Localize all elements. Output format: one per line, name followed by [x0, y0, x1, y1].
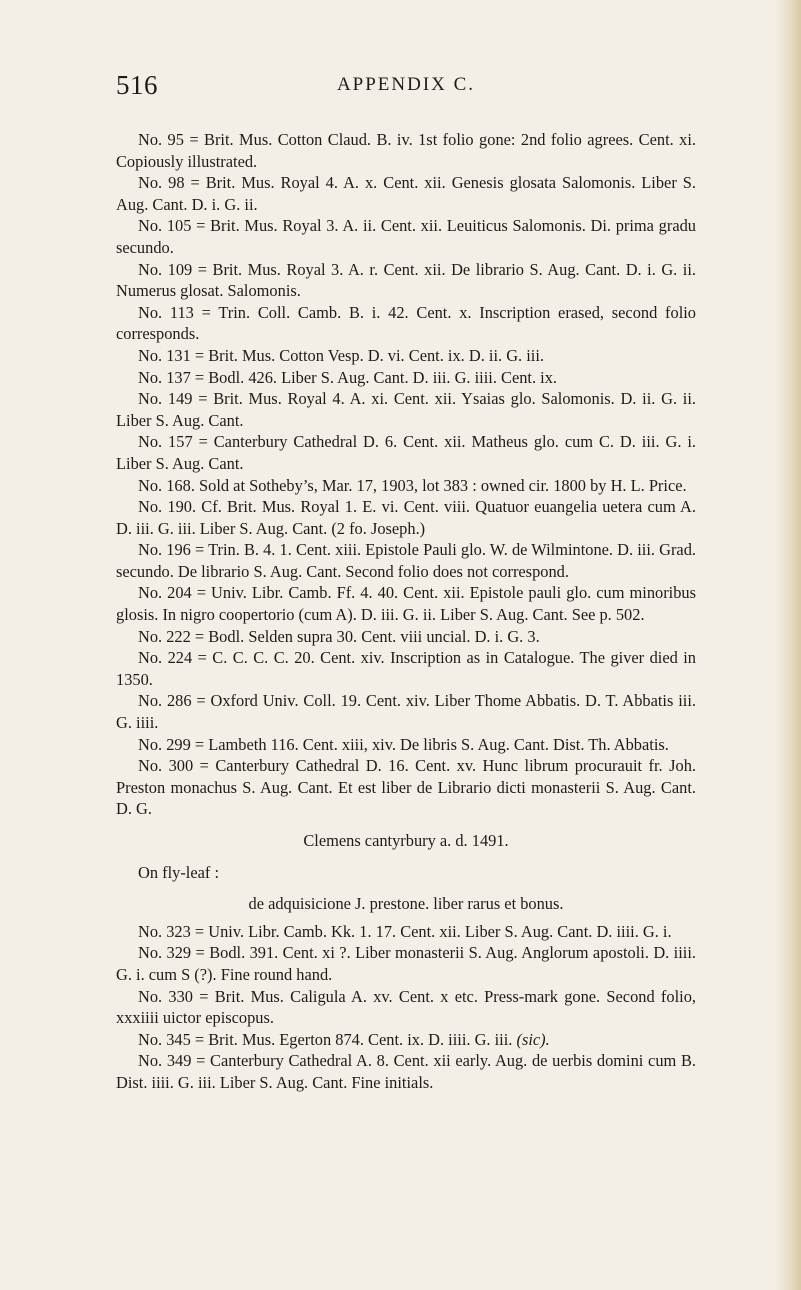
flyleaf-label: On fly-leaf :: [138, 862, 220, 882]
entry-329: No. 329 = Bodl. 391. Cent. xi ?. Liber monasterii S. Aug. Anglorum apostoli. D. iiii. G. i. cum S (?). Fine round hand.: [116, 943, 696, 984]
entry-224: No. 224 = C. C. C. C. 20. Cent. xiv. Inscription as in Catalogue. The giver died in 1350.: [116, 648, 696, 689]
entry-95: No. 95 = Brit. Mus. Cotton Claud. B. iv. 1st folio gone: 2nd folio agrees. Cent. xi. Copiously illustrated.: [116, 130, 696, 171]
page-number: 516: [116, 70, 158, 100]
page-edge-shadow: [775, 0, 801, 1290]
entry-204: No. 204 = Univ. Libr. Camb. Ff. 4. 40. Cent. xii. Epistole pauli glo. cum minoribus glosis. In nigro coopertorio (cum A). D. iii. G. ii. Liber S. Aug. Cant. See p. 502.: [116, 583, 696, 625]
body-text: [116, 129, 696, 1094]
entry-349: No. 349 = Canterbury Cathedral A. 8. Cent. xii early. Aug. de uerbis domini cum B. Dist. iiii. G. iii. Liber S. Aug. Cant. Fine initials.: [116, 1051, 696, 1092]
entry-299: No. 299 = Lambeth 116. Cent. xiii, xiv. De libris S. Aug. Cant. Dist. Th. Abbatis.: [138, 734, 669, 754]
entry-131: No. 131 = Brit. Mus. Cotton Vesp. D. vi. Cent. ix. D. ii. G. iii.: [138, 345, 544, 365]
entry-105: No. 105 = Brit. Mus. Royal 3. A. ii. Cent. xii. Leuiticus Salomonis. Di. prima gradu secundo.: [116, 216, 696, 257]
running-head: APPENDIX C.: [336, 74, 476, 95]
entry-222: No. 222 = Bodl. Selden supra 30. Cent. viii uncial. D. i. G. 3.: [138, 626, 540, 646]
flyleaf-quote: de adquisicione J. prestone. liber rarus et bonus.: [248, 894, 564, 914]
sic-note: (sic).: [516, 1029, 550, 1049]
page-header: [116, 70, 696, 110]
entry-98: No. 98 = Brit. Mus. Royal 4. A. x. Cent. xii. Genesis glosata Salomonis. Liber S. Aug. Cant. D. i. G. ii.: [116, 173, 696, 214]
entry-157: No. 157 = Canterbury Cathedral D. 6. Cent. xii. Matheus glo. cum C. D. iii. G. i. Liber S. Aug. Cant.: [116, 432, 696, 473]
entry-345-text: No. 345 = Brit. Mus. Egerton 874. Cent. ix. D. iiii. G. iii.: [138, 1029, 513, 1049]
entry-113: No. 113 = Trin. Coll. Camb. B. i. 42. Cent. x. Inscription erased, second folio corresponds.: [116, 302, 696, 344]
entry-196: No. 196 = Trin. B. 4. 1. Cent. xiii. Epistole Pauli glo. W. de Wilmintone. D. iii. Grad. secundo. De librario S. Aug. Cant. Second folio does not correspond.: [116, 540, 696, 581]
entry-300: No. 300 = Canterbury Cathedral D. 16. Cent. xv. Hunc librum procurauit fr. Joh. Preston monachus S. Aug. Cant. Et est liber de Librario dicti monasterii S. Aug. Cant. D. G.: [116, 756, 696, 819]
entry-137: No. 137 = Bodl. 426. Liber S. Aug. Cant. D. iii. G. iiii. Cent. ix.: [138, 367, 558, 387]
entry-168: No. 168. Sold at Sotheby’s, Mar. 17, 1903, lot 383 : owned cir. 1800 by H. L. Price.: [138, 475, 687, 495]
entry-286: No. 286 = Oxford Univ. Coll. 19. Cent. xiv. Liber Thome Abbatis. D. T. Abbatis iii. G. iiii.: [116, 691, 696, 733]
entry-109: No. 109 = Brit. Mus. Royal 3. A. r. Cent. xii. De librario S. Aug. Cant. D. i. G. ii. Numerus glosat. Salomonis.: [116, 259, 696, 301]
entry-345: [116, 1029, 696, 1051]
entry-190: No. 190. Cf. Brit. Mus. Royal 1. E. vi. Cent. viii. Quatuor euangelia uetera cum A. D. iii. G. iii. Liber S. Aug. Cant. (2 fo. Joseph.): [116, 497, 696, 538]
clemens-line: Clemens cantyrbury a. d. 1491.: [303, 831, 509, 850]
entry-330: No. 330 = Brit. Mus. Caligula A. xv. Cent. x etc. Press-mark gone. Second folio, xxxiiii uictor episcopus.: [116, 986, 696, 1028]
entry-323: No. 323 = Univ. Libr. Camb. Kk. 1. 17. Cent. xii. Liber S. Aug. Cant. D. iiii. G. i.: [138, 921, 672, 941]
entry-149: No. 149 = Brit. Mus. Royal 4. A. xi. Cent. xii. Ysaias glo. Salomonis. D. ii. G. ii. Liber S. Aug. Cant.: [116, 389, 696, 430]
